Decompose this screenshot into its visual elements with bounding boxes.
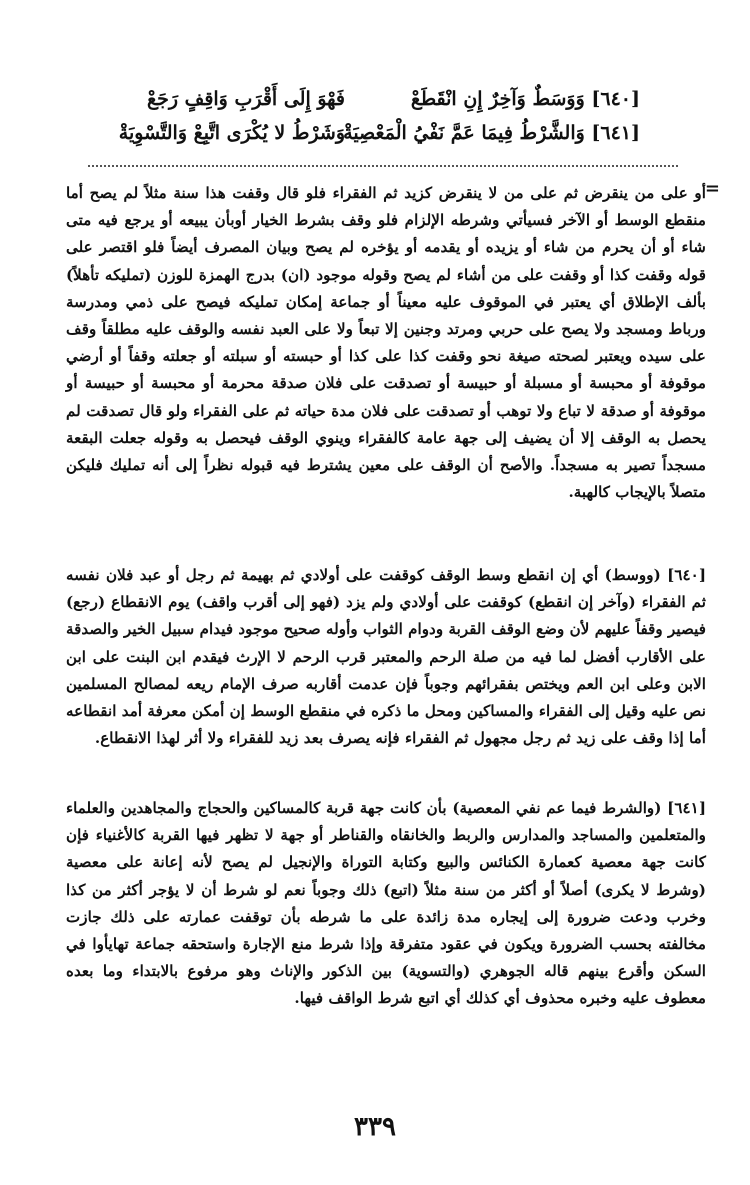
dotted-separator [88, 165, 678, 167]
verse-line-641 [95, 116, 640, 150]
verse-line-640 [95, 82, 640, 116]
verse-641-first-hemistich: [٦٤١] وَالشَّرْطُ فِيمَا عَمَّ نَفْيُ الْمَعْصِيَةْ [343, 122, 640, 144]
verse-641-second-hemistich: وَشَرْطُ لا يُكْرَى اتَّبِعْ وَالتَّسْوِيَةْ [118, 122, 345, 144]
commentary-paragraph-641: [٦٤١] (والشرط فيما عم نفي المعصية) بأن كانت جهة قربة كالمساكين والحجاج والمجاهدين والعلماء والمتعلمين والمساجد والمدارس والربط والخانقاه والقناطر أو جهة لا تظهر فيها القربة كالأغنياء فإن كانت جهة معصية كعمارة الكنائس والبيع وكتابة التوراة والإنجيل لم يصح لأنه إعانة على معصية (وشرط لا يكرى) أصلاً أو أكثر من سنة مثلاً (اتبع) ذلك وجوباً نعم لو شرط أن لا يؤجر أكثر من كذا وخرب ودعت ضرورة إلى إيجاره مدة زائدة على ما شرطه بأن توقفت عمارته على ذلك جازت مخالفته بحسب الضرورة ويكون في عقود متفرقة وإذا شرط منع الإجارة واستحقه جماعة تهايأوا في السكن وأقرع بينهم قاله الجوهري (والتسوية) بين الذكور والإناث وهو مرفوع بالابتداء وما بعده معطوف عليه وخبره محذوف أي كذلك أي اتبع شرط الواقف فيها. [66, 799, 706, 1008]
commentary-paragraph-640: [٦٤٠] (ووسط) أي إن انقطع وسط الوقف كوقفت على أولادي ثم بهيمة ثم رجل أو عبد فلان نفسه ثم الفقراء (وآخر إن انقطع) كوقفت على أولادي ولم يزد (فهو إلى أقرب واقف) يوم الانقطاع (رجع) فيصير وقفاً عليهم لأن وضع الوقف القربة ودوام الثواب وأوله صحيح موجود فيدام سبيل الخير والصدقة على الأقارب أفضل لما فيه من صلة الرحم والمعتبر قرب الرحم لا الإرث فيقدم ابن البنت على ابن الابن وعلى ابن العم ويختص بفقرائهم وجوباً فإن عدمت أقاربه صرف الإمام ريعه لمصالح المسلمين نص عليه وقيل إلى الفقراء والمساكين ومحل ما ذكره في منقطع الوسط إن أمكن معرفة أمد انقطاعه أما إذا وقف على زيد ثم رجل مجهول ثم الفقراء فإنه يصرف بعد زيد للفقراء ولا أثر لهذا الانقطاع. [66, 566, 706, 748]
commentary-paragraph-intro: أو على من ينقرض ثم على من لا ينقرض كزيد ثم الفقراء فلو قال وقفت هذا سنة مثلاً لم يصح أما منقطع الوسط أو الآخر فسيأتي وشرطه الإلزام فلو وقف بشرط الخيار أوبأن يبيعه أو يرجع فيه متى شاء أو أن يحرم من شاء أو يزيده أو يقدمه أو يؤخره لم يصح وبيان المصرف أيضاً فلو اقتصر على قوله وقفت كذا أو وقفت على من أشاء لم يصح وقوله موجود (ان) بدرج الهمزة للوزن (تمليكه تأهلاً) بألف الإطلاق أي يعتبر في الموقوف عليه معيناً أو جماعة إمكان تمليكه فيصح على ذمي ومدرسة ورباط ومسجد ولا يصح على حربي ومرتد وجنين إلا تبعاً ولا على العبد نفسه والوقف عليه مطلقاً وقف على سيده ويعتبر لصحته صيغة نحو وقفت كذا على كذا أو حبسته أو سبلته أو جعلته وقفاً أو أرضي موقوفة أو محبسة أو مسبلة أو حبيسة أو تصدقت على فلان صدقة محرمة أو محبسة أو حبيسة أو موقوفة أو صدقة لا تباع ولا توهب أو تصدقت على فلان مدة حياته ثم على الفقراء ولو قال تصدقت لم يحصل به الوقف إلا أن يضيف إلى جهة عامة كالفقراء وينوي الوقف فيحصل به وقوله جعلت البقعة مسجداً تصير به مسجداً. والأصح أن الوقف على معين يشترط فيه قبوله نظراً إلى أنه تمليك فليكن متصلاً بالإيجاب كالهبة. [66, 184, 706, 502]
commentary-continuation-marker: = [704, 178, 720, 199]
page-number: ٣٣٩ [354, 1112, 396, 1142]
verse-640-first-hemistich: [٦٤٠] وَوَسَطٌ وَآخِرٌ إِنِ انْقَطَعْ [410, 88, 640, 110]
verse-640-second-hemistich: فَهْوَ إِلَى أَقْرَبِ وَاقِفٍ رَجَعْ [147, 88, 345, 110]
verse-block [95, 82, 640, 154]
